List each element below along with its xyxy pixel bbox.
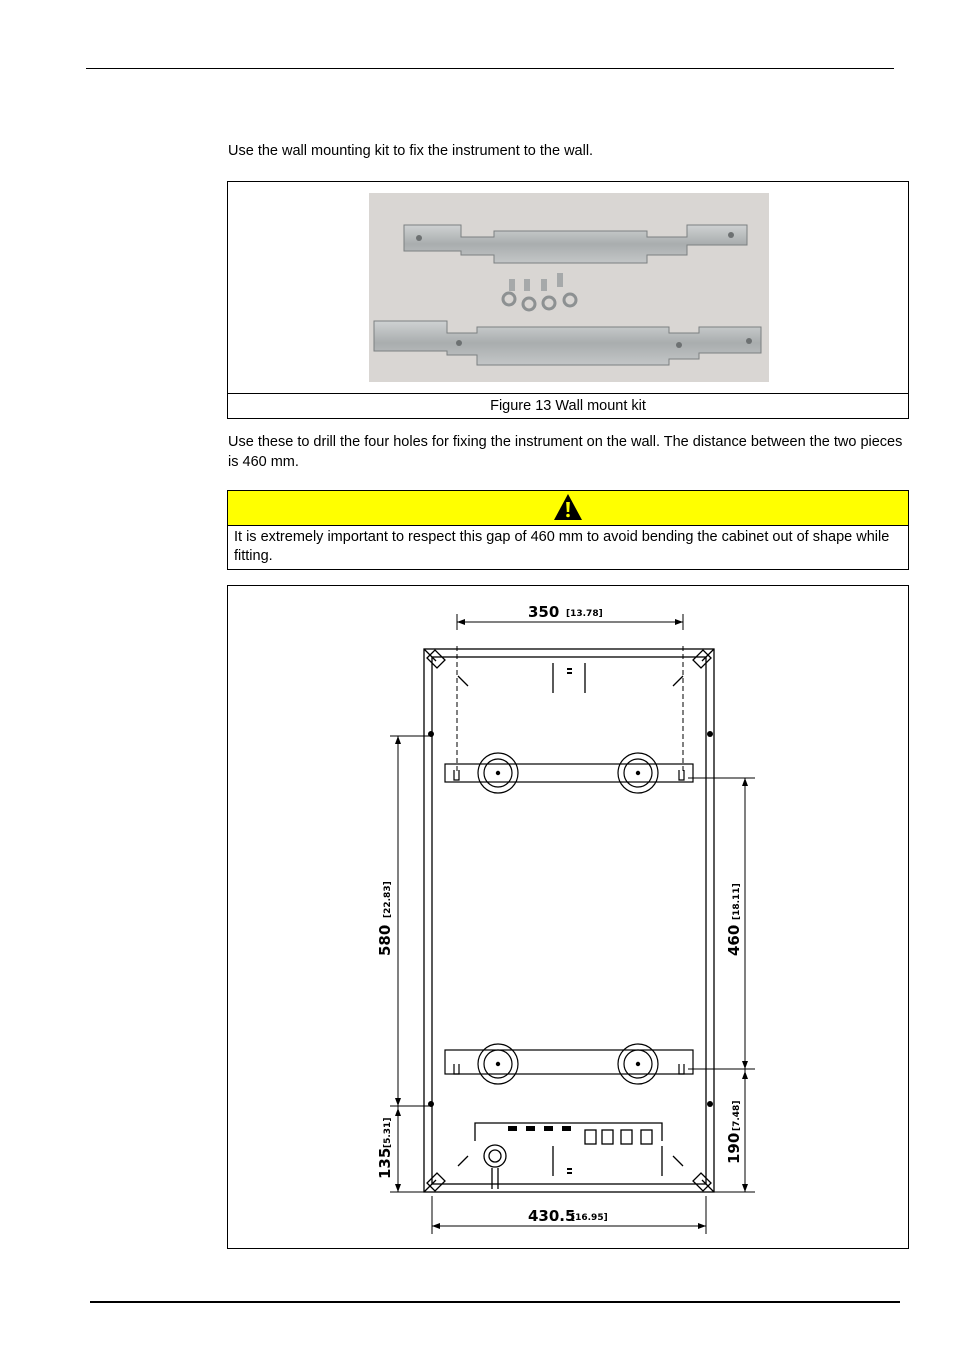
overall-width-value: 430.5: [528, 1207, 576, 1225]
width-value: 350: [528, 603, 560, 621]
height-value: 580: [376, 924, 394, 956]
arrowheads: [395, 619, 748, 1229]
lower-bracket: [374, 321, 761, 365]
gap-value: 460: [725, 924, 743, 956]
drill-instruction-paragraph: Use these to drill the four holes for fixing the instrument on the wall. The distance between the two pieces is 460 mm.: [228, 434, 903, 470]
intro-paragraph: Use the wall mounting kit to fix the instrument to the wall.: [228, 143, 594, 159]
dimension-labels: [376, 603, 743, 1225]
bottom-right-inch: [7.48]: [732, 1100, 742, 1131]
upper-rail: [445, 753, 693, 793]
wall-mount-kit-photo: [369, 193, 769, 382]
header-rule: [86, 68, 894, 69]
cable-glands: [475, 1123, 662, 1189]
lower-holes-and-fixings: [428, 668, 713, 1174]
bottom-right-value: 190: [725, 1132, 743, 1164]
figure-mounting-dimensions: [227, 585, 909, 1249]
figure-caption: Figure 13 Wall mount kit: [490, 398, 646, 414]
lower-rail: [445, 1044, 693, 1084]
cabinet-outline: [424, 649, 714, 1192]
height-inch: [22.83]: [383, 881, 393, 918]
width-inch: [13.78]: [566, 609, 603, 619]
gland-nuts: [508, 1126, 571, 1131]
figure-caption-row: [228, 393, 908, 419]
hidden-lines: [457, 646, 683, 771]
screws-and-washers: [503, 273, 576, 310]
gap-inch: [18.11]: [732, 883, 742, 920]
warning-text: It is extremely important to respect this gap of 460 mm to avoid bending the cabinet out of shape while fitting.: [234, 529, 890, 564]
bottom-left-value: 135: [376, 1147, 394, 1179]
figure-wall-mount-kit: [227, 181, 909, 419]
dimension-drawing: [228, 586, 908, 1248]
overall-width-inch: [16.95]: [571, 1213, 608, 1223]
dimension-lines: [390, 614, 755, 1234]
footer-rule: [90, 1301, 900, 1303]
upper-bracket: [404, 225, 747, 263]
warning-box: [227, 490, 909, 570]
warning-triangle-icon: [553, 493, 583, 521]
bottom-left-inch: [5.31]: [383, 1117, 393, 1148]
warning-header: [228, 491, 908, 526]
